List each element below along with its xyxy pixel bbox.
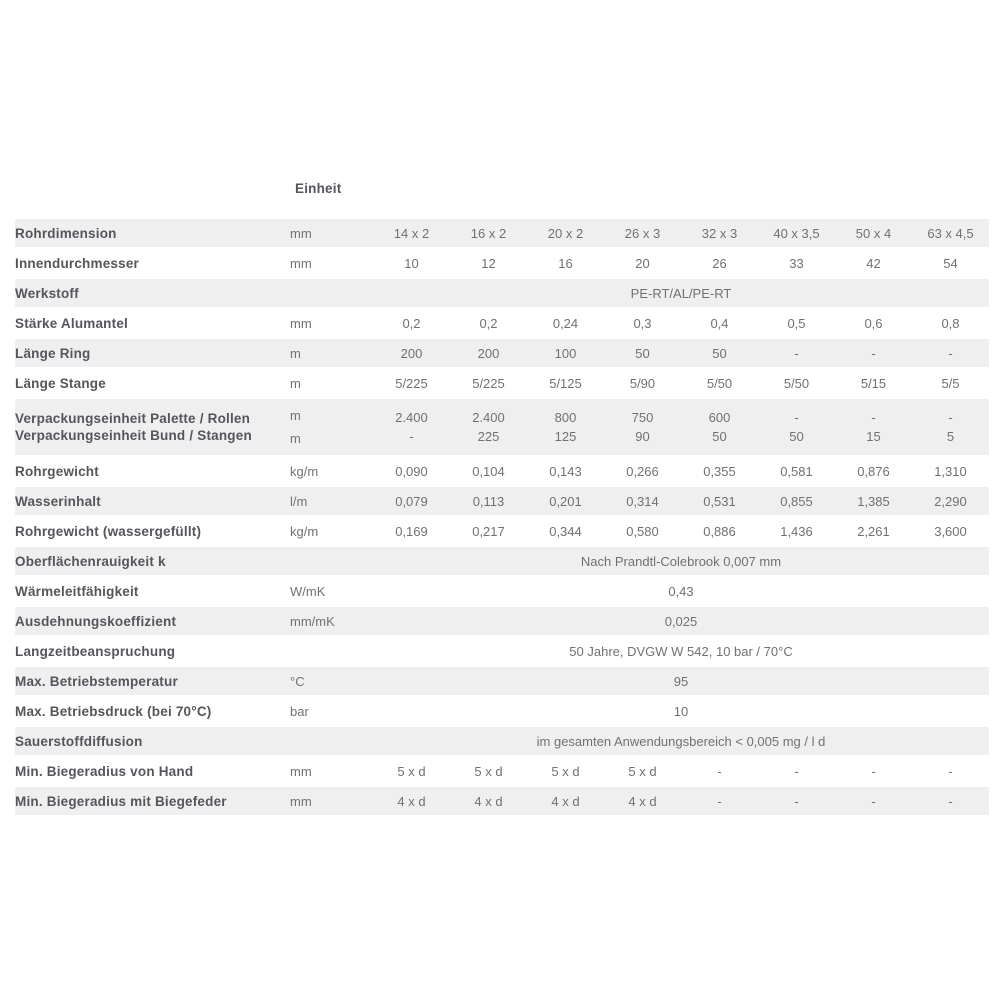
table-row (15, 309, 989, 339)
unit-line: m (290, 431, 301, 446)
value-cell: 5/15 (835, 369, 912, 399)
value-cell: 5/225 (373, 369, 450, 399)
row-label-cell: Min. Biegeradius von Hand (15, 757, 290, 787)
row-label-cell: Max. Betriebstemperatur (15, 667, 290, 697)
value-cell: 0,169 (373, 517, 450, 547)
row-label-cell: Rohrgewicht (wassergefüllt) (15, 517, 290, 547)
spanning-value-cell: PE-RT/AL/PE-RT (373, 279, 989, 309)
value-line: 90 (635, 429, 650, 444)
value-cell: 5/225 (450, 369, 527, 399)
unit-cell (290, 637, 373, 667)
value-cell: 5 x d (527, 757, 604, 787)
value-line: 50 (712, 429, 727, 444)
table-row (15, 727, 989, 757)
value-cell: 4 x d (373, 787, 450, 817)
row-label-cell: Werkstoff (15, 279, 290, 309)
row-label-cell: Wärmeleitfähigkeit (15, 577, 290, 607)
value-cell: 0,314 (604, 487, 681, 517)
value-cell: 0,4 (681, 309, 758, 339)
unit-cell: mm (290, 757, 373, 787)
value-cell: 16 (527, 249, 604, 279)
unit-cell (290, 547, 373, 577)
unit-cell: mm (290, 219, 373, 249)
value-line: 15 (866, 429, 881, 444)
value-cell (758, 399, 835, 457)
unit-cell: mm (290, 787, 373, 817)
table-row (15, 787, 989, 817)
unit-cell: W/mK (290, 577, 373, 607)
value-cell: 0,355 (681, 457, 758, 487)
value-cell: 50 (681, 339, 758, 369)
value-cell: 0,201 (527, 487, 604, 517)
value-cell: 0,581 (758, 457, 835, 487)
value-cell: 5/5 (912, 369, 989, 399)
value-cell: 0,876 (835, 457, 912, 487)
value-cell (450, 399, 527, 457)
unit-cell: kg/m (290, 457, 373, 487)
value-cell: 0,104 (450, 457, 527, 487)
value-cell (527, 399, 604, 457)
value-cell (604, 399, 681, 457)
value-cell: 26 (681, 249, 758, 279)
value-cell: 0,6 (835, 309, 912, 339)
value-line: 125 (554, 429, 577, 444)
value-cell: 1,436 (758, 517, 835, 547)
value-cell: 12 (450, 249, 527, 279)
row-label-cell: Langzeitbeanspruchung (15, 637, 290, 667)
value-cell: 0,113 (450, 487, 527, 517)
table-row (15, 637, 989, 667)
unit-cell: bar (290, 697, 373, 727)
spanning-value-cell: 50 Jahre, DVGW W 542, 10 bar / 70°C (373, 637, 989, 667)
value-cell (835, 399, 912, 457)
value-cell: - (835, 787, 912, 817)
value-cell: 0,580 (604, 517, 681, 547)
unit-cell: mm (290, 309, 373, 339)
row-label-cell: Rohrgewicht (15, 457, 290, 487)
table-row (15, 607, 989, 637)
value-cell: - (758, 339, 835, 369)
value-cell: - (835, 757, 912, 787)
value-line: 5 (946, 429, 955, 444)
spanning-value-cell: 0,025 (373, 607, 989, 637)
value-cell: 5/125 (527, 369, 604, 399)
table-row (15, 547, 989, 577)
row-label-cell: Länge Stange (15, 369, 290, 399)
table-row (15, 249, 989, 279)
value-cell: 0,24 (527, 309, 604, 339)
value-cell: 0,2 (373, 309, 450, 339)
row-label-cell: Sauerstoffdiffusion (15, 727, 290, 757)
unit-cell: m (290, 369, 373, 399)
table-row (15, 369, 989, 399)
value-cell: 3,600 (912, 517, 989, 547)
value-cell: 0,8 (912, 309, 989, 339)
unit-cell: mm (290, 249, 373, 279)
value-cell: - (912, 339, 989, 369)
value-cell: 16 x 2 (450, 219, 527, 249)
table-row (15, 577, 989, 607)
value-cell: 0,344 (527, 517, 604, 547)
spanning-value-cell: 10 (373, 697, 989, 727)
value-cell: 5/90 (604, 369, 681, 399)
value-cell: 0,531 (681, 487, 758, 517)
value-cell: - (912, 787, 989, 817)
value-cell: 0,217 (450, 517, 527, 547)
spanning-value-cell: 0,43 (373, 577, 989, 607)
row-label-cell: Wasserinhalt (15, 487, 290, 517)
value-line: - (409, 429, 414, 444)
value-cell (681, 399, 758, 457)
row-label-cell: Rohrdimension (15, 219, 290, 249)
value-cell: 2,261 (835, 517, 912, 547)
value-line: - (794, 410, 799, 425)
value-cell: 26 x 3 (604, 219, 681, 249)
unit-line: m (290, 408, 301, 423)
value-cell: 5 x d (373, 757, 450, 787)
value-line: 225 (477, 429, 500, 444)
row-label-cell: Ausdehnungskoeffizient (15, 607, 290, 637)
value-cell: 0,886 (681, 517, 758, 547)
row-label-cell: Innendurchmesser (15, 249, 290, 279)
value-cell: 63 x 4,5 (912, 219, 989, 249)
spanning-value-cell: im gesamten Anwendungsbereich < 0,005 mg / l d (373, 727, 989, 757)
spanning-value-cell: 95 (373, 667, 989, 697)
value-cell: 4 x d (604, 787, 681, 817)
value-cell: 20 (604, 249, 681, 279)
spanning-value-cell: Nach Prandtl-Colebrook 0,007 mm (373, 547, 989, 577)
value-cell: 2,290 (912, 487, 989, 517)
value-line: 600 (708, 410, 731, 425)
table-row (15, 339, 989, 369)
unit-cell: m (290, 339, 373, 369)
value-cell: - (681, 787, 758, 817)
unit-cell (290, 279, 373, 309)
pipe-spec-table-body (15, 219, 989, 817)
value-cell: 20 x 2 (527, 219, 604, 249)
value-line: 50 (789, 429, 804, 444)
value-cell: 0,079 (373, 487, 450, 517)
unit-cell (290, 399, 373, 457)
value-line: 2.400 (472, 410, 505, 425)
unit-cell (290, 727, 373, 757)
value-cell: 0,2 (450, 309, 527, 339)
pipe-spec-table (15, 219, 989, 817)
row-label-line: Verpackungseinheit Palette / Rollen (15, 411, 251, 426)
row-label-line: Verpackungseinheit Bund / Stangen (15, 428, 252, 443)
value-cell: 10 (373, 249, 450, 279)
value-cell: 0,090 (373, 457, 450, 487)
value-cell: - (758, 787, 835, 817)
unit-cell: mm/mK (290, 607, 373, 637)
value-cell: 5/50 (758, 369, 835, 399)
unit-cell: l/m (290, 487, 373, 517)
row-label-cell: Länge Ring (15, 339, 290, 369)
table-row (15, 219, 989, 249)
table-row (15, 457, 989, 487)
value-cell: 1,310 (912, 457, 989, 487)
value-cell: 54 (912, 249, 989, 279)
value-cell: 33 (758, 249, 835, 279)
row-label-cell (15, 399, 290, 457)
value-line: - (948, 410, 953, 425)
value-cell: 32 x 3 (681, 219, 758, 249)
value-cell: 0,3 (604, 309, 681, 339)
value-cell (373, 399, 450, 457)
value-cell: 0,266 (604, 457, 681, 487)
value-cell: 14 x 2 (373, 219, 450, 249)
value-line: 2.400 (395, 410, 428, 425)
value-cell: 100 (527, 339, 604, 369)
value-cell: 0,855 (758, 487, 835, 517)
table-row (15, 487, 989, 517)
value-line: - (871, 410, 876, 425)
value-cell: 50 x 4 (835, 219, 912, 249)
value-cell: 200 (450, 339, 527, 369)
table-row (15, 697, 989, 727)
value-cell: - (681, 757, 758, 787)
value-line: 750 (631, 410, 654, 425)
value-cell: 5 x d (604, 757, 681, 787)
value-cell: 50 (604, 339, 681, 369)
table-row (15, 517, 989, 547)
value-cell (912, 399, 989, 457)
unit-cell: °C (290, 667, 373, 697)
value-cell: 40 x 3,5 (758, 219, 835, 249)
unit-column-header: Einheit (295, 181, 342, 196)
value-cell: 1,385 (835, 487, 912, 517)
value-cell: - (835, 339, 912, 369)
value-cell: 5/50 (681, 369, 758, 399)
value-cell: 200 (373, 339, 450, 369)
value-cell: 42 (835, 249, 912, 279)
unit-cell: kg/m (290, 517, 373, 547)
row-label-cell: Stärke Alumantel (15, 309, 290, 339)
value-cell: 4 x d (450, 787, 527, 817)
value-cell: 5 x d (450, 757, 527, 787)
value-cell: - (758, 757, 835, 787)
value-line: 800 (554, 410, 577, 425)
row-label-cell: Oberflächenrauigkeit k (15, 547, 290, 577)
value-cell: 4 x d (527, 787, 604, 817)
value-cell: 0,5 (758, 309, 835, 339)
row-label-cell: Min. Biegeradius mit Biegefeder (15, 787, 290, 817)
table-row (15, 757, 989, 787)
table-row (15, 667, 989, 697)
table-row (15, 399, 989, 457)
table-row (15, 279, 989, 309)
value-cell: 0,143 (527, 457, 604, 487)
value-cell: - (912, 757, 989, 787)
row-label-cell: Max. Betriebsdruck (bei 70°C) (15, 697, 290, 727)
